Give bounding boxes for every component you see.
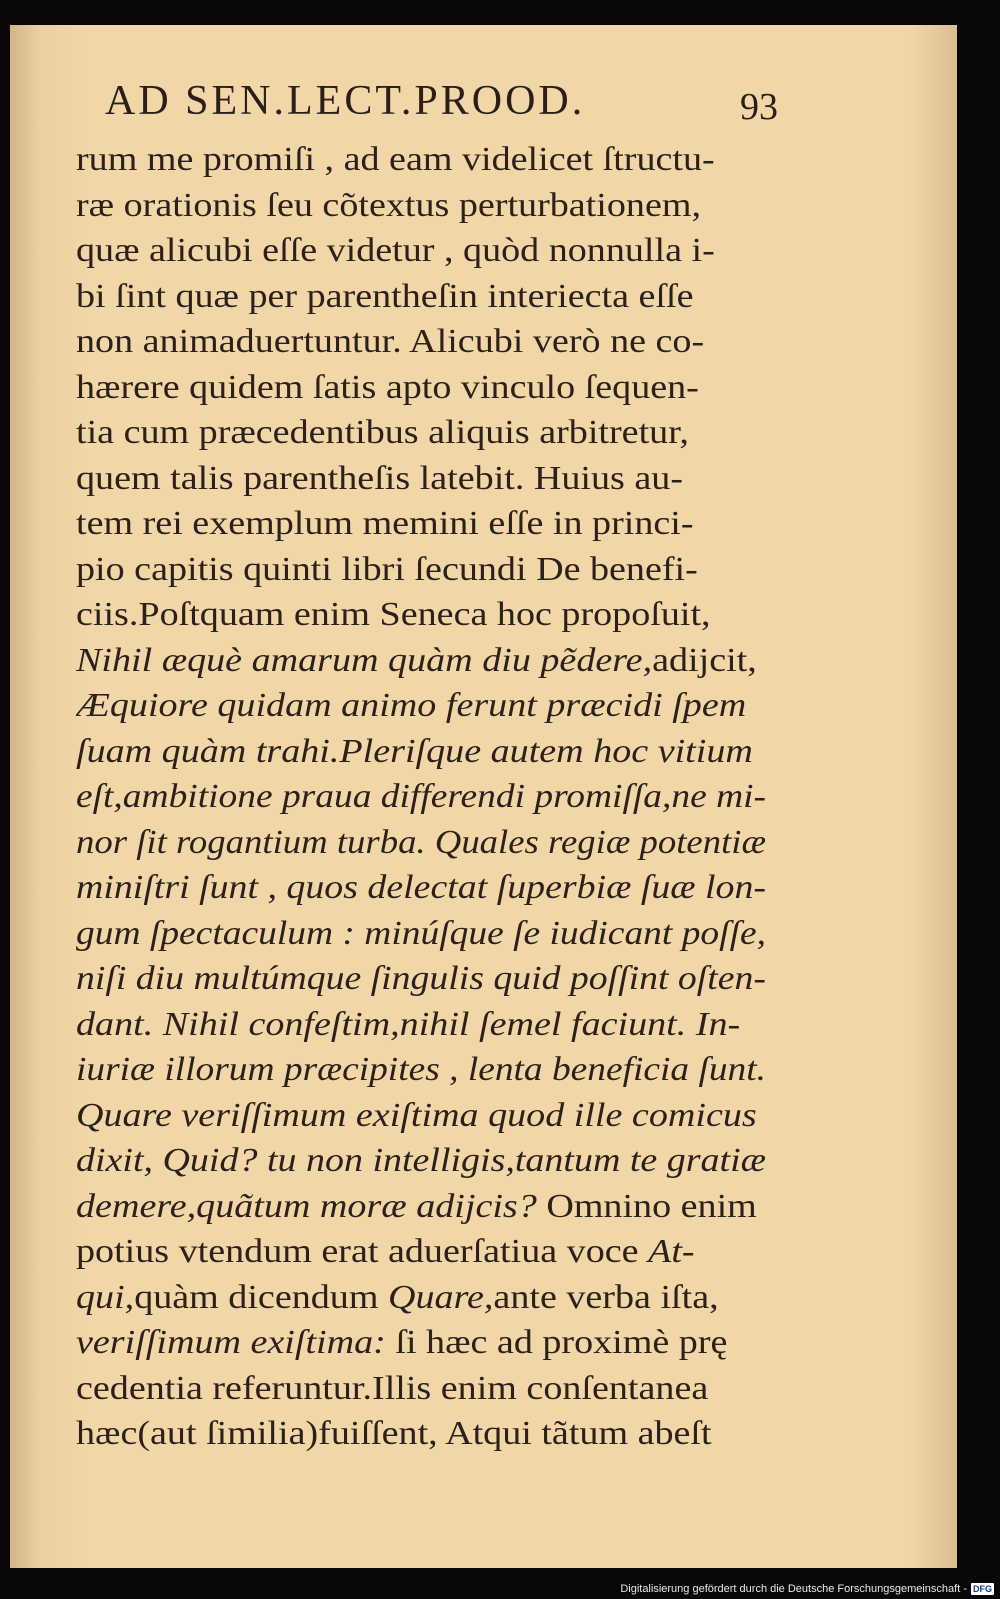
italic-segment: nor ſit rogantium turba. Quales regiæ potentiæ	[76, 823, 766, 861]
text-line	[76, 1184, 776, 1230]
italic-segment: At-	[648, 1233, 695, 1270]
text-line	[76, 1320, 776, 1366]
roman-segment: Omnino enim	[536, 1187, 757, 1225]
text-line	[76, 638, 776, 684]
page-number: 93	[740, 86, 778, 128]
italic-segment: eſt,ambitione praua differendi promiſſa,ne mi-	[76, 778, 766, 815]
italic-segment: demere,quãtum moræ adijcis?	[76, 1187, 537, 1225]
text-line	[76, 774, 776, 820]
text-line	[76, 1366, 776, 1412]
roman-segment: quàm dicendum	[134, 1278, 389, 1316]
roman-segment: ſi hæc ad proximè prę	[385, 1324, 728, 1361]
footer-text: Digitalisierung gefördert durch die Deutsche Forschungsgemeinschaft -	[620, 1583, 967, 1595]
roman-segment: rum me promiſi , ad eam videlicet ſtructu-	[76, 141, 715, 178]
text-line	[76, 865, 776, 911]
roman-segment: non animaduertuntur. Alicubi verò ne co-	[76, 323, 705, 360]
roman-segment: tem rei exemplum memini eſſe in princi-	[76, 505, 694, 542]
text-line	[76, 1275, 776, 1321]
text-line	[76, 1047, 776, 1093]
text-line	[76, 183, 776, 229]
italic-segment: qui,	[76, 1278, 135, 1316]
italic-segment: iuriæ illorum præcipites , lenta beneficia ſunt.	[76, 1051, 766, 1088]
text-line	[76, 274, 776, 320]
text-line	[76, 1002, 776, 1048]
text-line	[76, 956, 776, 1002]
text-line	[76, 137, 776, 183]
dfg-logo: DFG	[973, 1584, 992, 1594]
italic-segment: Quare veriſſimum exiſtima quod ille comicus	[76, 1096, 757, 1134]
roman-segment: potius vtendum erat aduerſatiua voce	[76, 1233, 649, 1270]
text-line	[76, 911, 776, 957]
roman-segment: tia cum præcedentibus aliquis arbitretur,	[76, 414, 689, 451]
italic-segment: Nihil æquè amarum quàm diu pẽdere,	[76, 641, 653, 679]
funding-footer	[620, 1582, 994, 1596]
text-line	[76, 501, 776, 547]
roman-segment: quem talis parentheſis latebit. Huius au-	[76, 459, 684, 497]
italic-segment: Quare,	[388, 1278, 494, 1316]
italic-segment: miniſtri ſunt , quos delectat ſuperbiæ ſuæ lon-	[76, 869, 766, 906]
text-line	[76, 228, 776, 274]
italic-segment: dant. Nihil confeſtim,nihil ſemel faciunt. In-	[76, 1005, 741, 1043]
roman-segment: cedentia referuntur.Illis enim conſentanea	[76, 1369, 709, 1407]
roman-segment: ciis.Poſtquam enim Seneca hoc propoſuit,	[76, 596, 711, 633]
italic-segment: ſuam quàm trahi.Pleriſque autem hoc vitium	[76, 732, 753, 770]
italic-segment: Æquiore quidam animo ferunt præcidi ſpem	[76, 687, 747, 724]
text-line	[76, 683, 776, 729]
text-line	[76, 456, 776, 502]
text-line	[76, 1093, 776, 1139]
roman-segment: hærere quidem ſatis apto vinculo ſequen-	[76, 368, 699, 406]
running-head: AD SEN.LECT.PROOD.	[105, 78, 586, 124]
text-line	[76, 547, 776, 593]
text-block	[76, 137, 776, 1457]
text-line	[76, 1229, 776, 1275]
text-line	[76, 365, 776, 411]
book-page	[10, 25, 957, 1568]
text-line	[76, 820, 776, 866]
roman-segment: bi ſint quæ per parentheſin interiecta eſſe	[76, 277, 694, 315]
text-line	[76, 592, 776, 638]
roman-segment: ante verba iſta,	[493, 1278, 719, 1316]
text-line	[76, 410, 776, 456]
italic-segment: veriſſimum exiſtima:	[76, 1324, 386, 1361]
roman-segment: quæ alicubi eſſe videtur , quòd nonnulla i-	[76, 232, 715, 269]
italic-segment: niſi diu multúmque ſingulis quid poſſint oſten-	[76, 960, 766, 997]
text-line	[76, 1138, 776, 1184]
text-line	[76, 1411, 776, 1457]
roman-segment: pio capitis quinti libri ſecundi De benefi-	[76, 550, 698, 588]
roman-segment: hæc(aut ſimilia)fuiſſent, Atqui tãtum abeſt	[76, 1415, 712, 1452]
roman-segment: adijcit,	[652, 641, 757, 679]
italic-segment: dixit, Quid? tu non intelligis,tantum te gratiæ	[76, 1142, 766, 1179]
roman-segment: ræ orationis ſeu cõtextus perturbationem,	[76, 186, 701, 224]
text-line	[76, 729, 776, 775]
italic-segment: gum ſpectaculum : minúſque ſe iudicant poſſe,	[76, 914, 766, 952]
text-line	[76, 319, 776, 365]
